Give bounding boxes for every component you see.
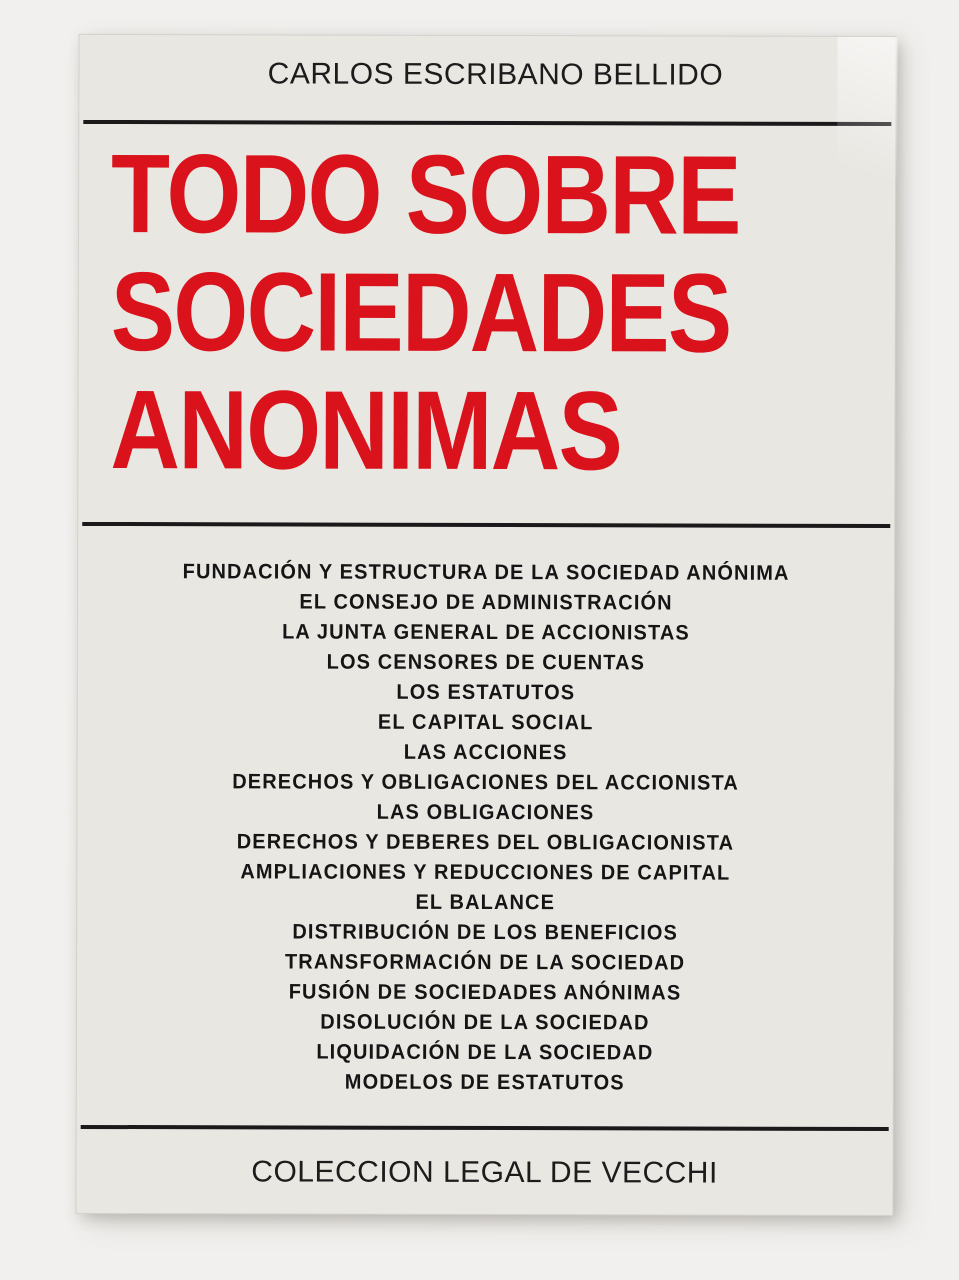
top-divider (83, 120, 891, 126)
book-cover (76, 35, 895, 1215)
bottom-divider (81, 1125, 889, 1131)
topic-item: AMPLIACIONES Y REDUCCIONES DE CAPITAL (240, 860, 731, 885)
topic-item: LIQUIDACIÓN DE LA SOCIEDAD (316, 1040, 654, 1065)
topic-item: LAS ACCIONES (403, 740, 568, 765)
topic-item: DISTRIBUCIÓN DE LOS BENEFICIOS (292, 920, 679, 945)
middle-divider (82, 522, 890, 528)
title-line-2: SOCIEDADES (110, 249, 731, 376)
topic-item: LOS ESTATUTOS (396, 680, 576, 705)
topic-item: EL CONSEJO DE ADMINISTRACIÓN (299, 590, 673, 615)
collection-name: COLECCION LEGAL DE VECCHI (251, 1155, 718, 1190)
topic-item: EL BALANCE (415, 890, 556, 915)
topic-item: EL CAPITAL SOCIAL (377, 710, 594, 735)
topic-item: DERECHOS Y OBLIGACIONES DEL ACCIONISTA (232, 770, 739, 795)
title-line-1: TODO SOBRE (110, 131, 740, 258)
author-name: CARLOS ESCRIBANO BELLIDO (267, 57, 724, 92)
topic-item: LA JUNTA GENERAL DE ACCIONISTAS (282, 620, 690, 645)
topic-item: LAS OBLIGACIONES (376, 800, 595, 825)
topic-item: MODELOS DE ESTATUTOS (344, 1070, 625, 1095)
topics-list (77, 557, 894, 1099)
topic-item: DISOLUCIÓN DE LA SOCIEDAD (320, 1010, 650, 1035)
topic-item: FUNDACIÓN Y ESTRUCTURA DE LA SOCIEDAD ANÓNIMA (182, 560, 790, 585)
topic-item: FUSIÓN DE SOCIEDADES ANÓNIMAS (288, 980, 682, 1005)
topic-item: DERECHOS Y DEBERES DEL OBLIGACIONISTA (236, 830, 735, 855)
title-line-3: ANONIMAS (110, 367, 622, 494)
topic-item: LOS CENSORES DE CUENTAS (326, 650, 646, 675)
book-title (110, 131, 782, 494)
topic-item: TRANSFORMACIÓN DE LA SOCIEDAD (284, 950, 686, 975)
